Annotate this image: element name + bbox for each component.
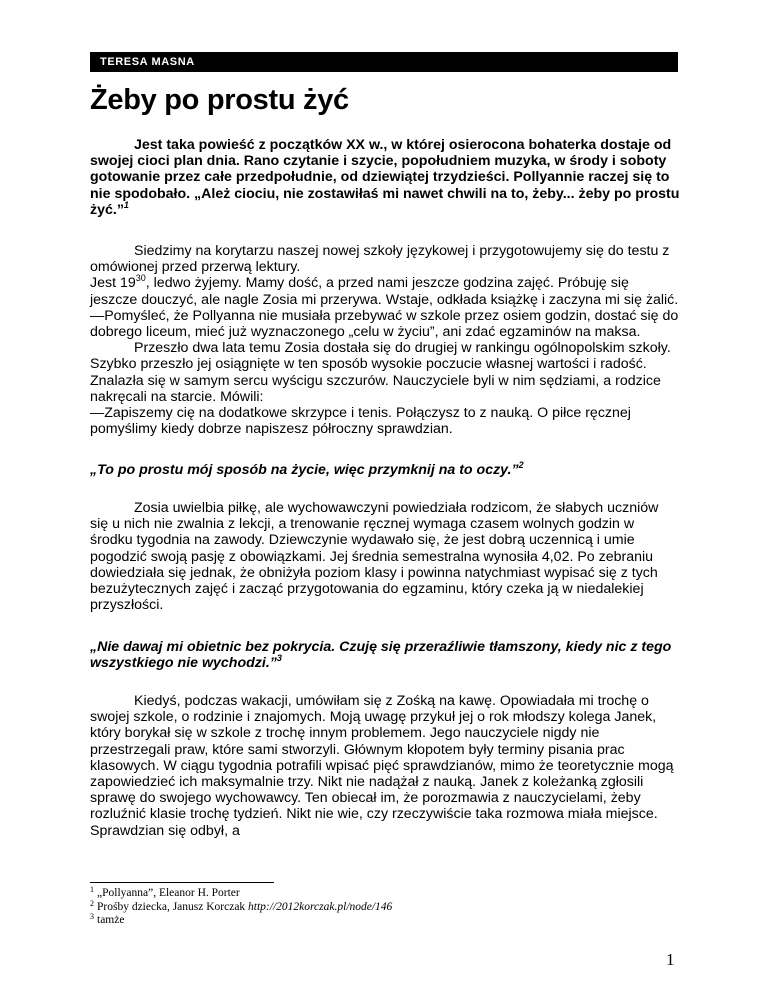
paragraph-4: Przeszło dwa lata temu Zosia dostała się do drugiej w rankingu ogólnopolskim szkoły. Szybko przeszło jej osiągnięte w ten sposób wysokie poczucie własnej wartości i radość. Znalazła się w samym sercu wyścigu szczurów. Nauczyciele byli w nim sędziami, a rodzice nakręcali na starcie. Mówili: bbox=[90, 340, 671, 405]
page-number: 1 bbox=[666, 950, 675, 969]
body-block-1 bbox=[90, 243, 680, 437]
footnote-ref-3: 3 bbox=[276, 653, 282, 664]
paragraph-2-start: Jest 19 bbox=[90, 275, 136, 292]
lead-paragraph-block bbox=[90, 137, 680, 218]
lead-paragraph bbox=[90, 137, 680, 218]
body-block-3 bbox=[90, 693, 680, 839]
footnote-3-text: tamże bbox=[97, 914, 125, 926]
quote-2 bbox=[90, 639, 680, 671]
body-block-2 bbox=[90, 500, 680, 613]
paragraph-7: Kiedyś, podczas wakacji, umówiłam się z Zośką na kawę. Opowiadała mi trochę o swojej szkole, o rodzinie i znajomych. Moją uwagę przykuł jej o rok młodszy kolega Janek, który borykał się w szkole z trochę innym problemem. Jego nauczyciele nigdy nie przestrzegali praw, które sami stworzyli. Głównym kłopotem były terminy pisania prac klasowych. W ciągu tygodnia potrafili wpisać pięć sprawdzianów, mimo że teoretycznie mogą zapowiedzieć ich maksymalnie trzy. Nikt nie nadążał z nauką. Janek z koleżanką zgłosili sprawę do swojego wychowawcy. Ten obiecał im, że porozmawia z nauczycielami, żeby rozluźnić klasie trochę tydzień. Nikt nie wie, czy rzeczywiście taka rozmowa miała miejsce. Sprawdzian się odbył, a bbox=[90, 693, 674, 839]
footnote-2 bbox=[90, 898, 680, 915]
footnote-2-url: http://2012korczak.pl/node/146 bbox=[248, 900, 393, 913]
footnote-3-number: 3 bbox=[90, 912, 94, 921]
paragraph-2 bbox=[90, 275, 680, 307]
article-title: Żeby po prostu żyć bbox=[90, 84, 349, 116]
quote-block-1 bbox=[90, 462, 680, 478]
paragraph-2-rest: , ledwo żyjemy. Mamy dość, a przed nami jeszcze godzina zajęć. Próbuję się jeszcze douczyć, ale nagle Zosia mi przerywa. Wstaje, odkłada książkę i zaczyna mi się żalić. bbox=[90, 275, 679, 308]
lead-text: Jest taka powieść z początków XX w., w której osierocona bohaterka dostaje od swojej cioci plan dnia. Rano czytanie i szycie, popołudniem muzyka, w środy i soboty gotowanie przez całe przedpołudnie, od dziewiątej trzydzieści. Pollyannie raczej się to nie spodobało. „Ależ ciociu, nie zostawiłaś mi nawet chwili na to, żeby... żeby po prostu żyć.” bbox=[90, 137, 680, 218]
footnote-separator bbox=[90, 882, 274, 883]
paragraph-3: —Pomyśleć, że Pollyanna nie musiała przebywać w szkole przez osiem godzin, dostać się do dobrego liceum, mieć już wyznaczonego „celu w życiu”, ani zdać egzaminów na maksa. bbox=[90, 307, 679, 341]
paragraph-1: Siedzimy na korytarzu naszej nowej szkoły językowej i przygotowujemy się do testu z omówionej przed przerwą lektury. bbox=[90, 243, 670, 276]
paragraph-5: —Zapiszemy cię na dodatkowe skrzypce i tenis. Połączysz to z nauką. O piłce ręcznej pomyślimy kiedy dobrze napiszesz półroczny sprawdzian. bbox=[90, 405, 631, 438]
footnote-1-text: „Pollyanna”, Eleanor H. Porter bbox=[97, 887, 240, 899]
footnote-1-number: 1 bbox=[90, 885, 94, 894]
quote-1-text: „To po prostu mój sposób na życie, więc przymknij na to oczy.” bbox=[90, 462, 519, 478]
footnote-2-text: Prośby dziecka, Janusz Korczak bbox=[97, 900, 249, 913]
footnote-2-number: 2 bbox=[90, 898, 94, 908]
quote-1 bbox=[90, 462, 680, 478]
footnote-3 bbox=[90, 914, 680, 928]
author-header-bar bbox=[90, 52, 678, 72]
footnote-ref-2: 2 bbox=[518, 460, 524, 470]
time-superscript: 30 bbox=[135, 273, 146, 284]
footnote-1 bbox=[90, 887, 680, 901]
footnote-ref-1: 1 bbox=[123, 199, 129, 210]
author-name: TERESA MASNA bbox=[100, 56, 195, 68]
quote-2-text: „Nie dawaj mi obietnic bez pokrycia. Czuję się przeraźliwie tłamszony, kiedy nic z tego wszystkiego nie wychodzi.” bbox=[90, 639, 672, 672]
quote-block-2 bbox=[90, 639, 680, 671]
paragraph-6: Zosia uwielbia piłkę, ale wychowawczyni powiedziała rodzicom, że słabych uczniów się u nich nie zwalnia z lekcji, a trenowanie ręcznej wymaga czasem wolnych godzin w środku tygodnia na zawody. Dziewczynie wydawało się, że jest dobrą uczennicą i umie pogodzić swoją pasję z obowiązkami. Jej średnia semestralna wynosiła 4,02. Po zebraniu dowiedziała się jednak, że obniżyła poziom klasy i powinna natychmiast wypisać się z tych bezużytecznych zajęć i zacząć przygotowania do egzaminu, który czeka ją w niedalekiej przyszłości. bbox=[90, 500, 659, 614]
footnotes bbox=[90, 887, 680, 928]
